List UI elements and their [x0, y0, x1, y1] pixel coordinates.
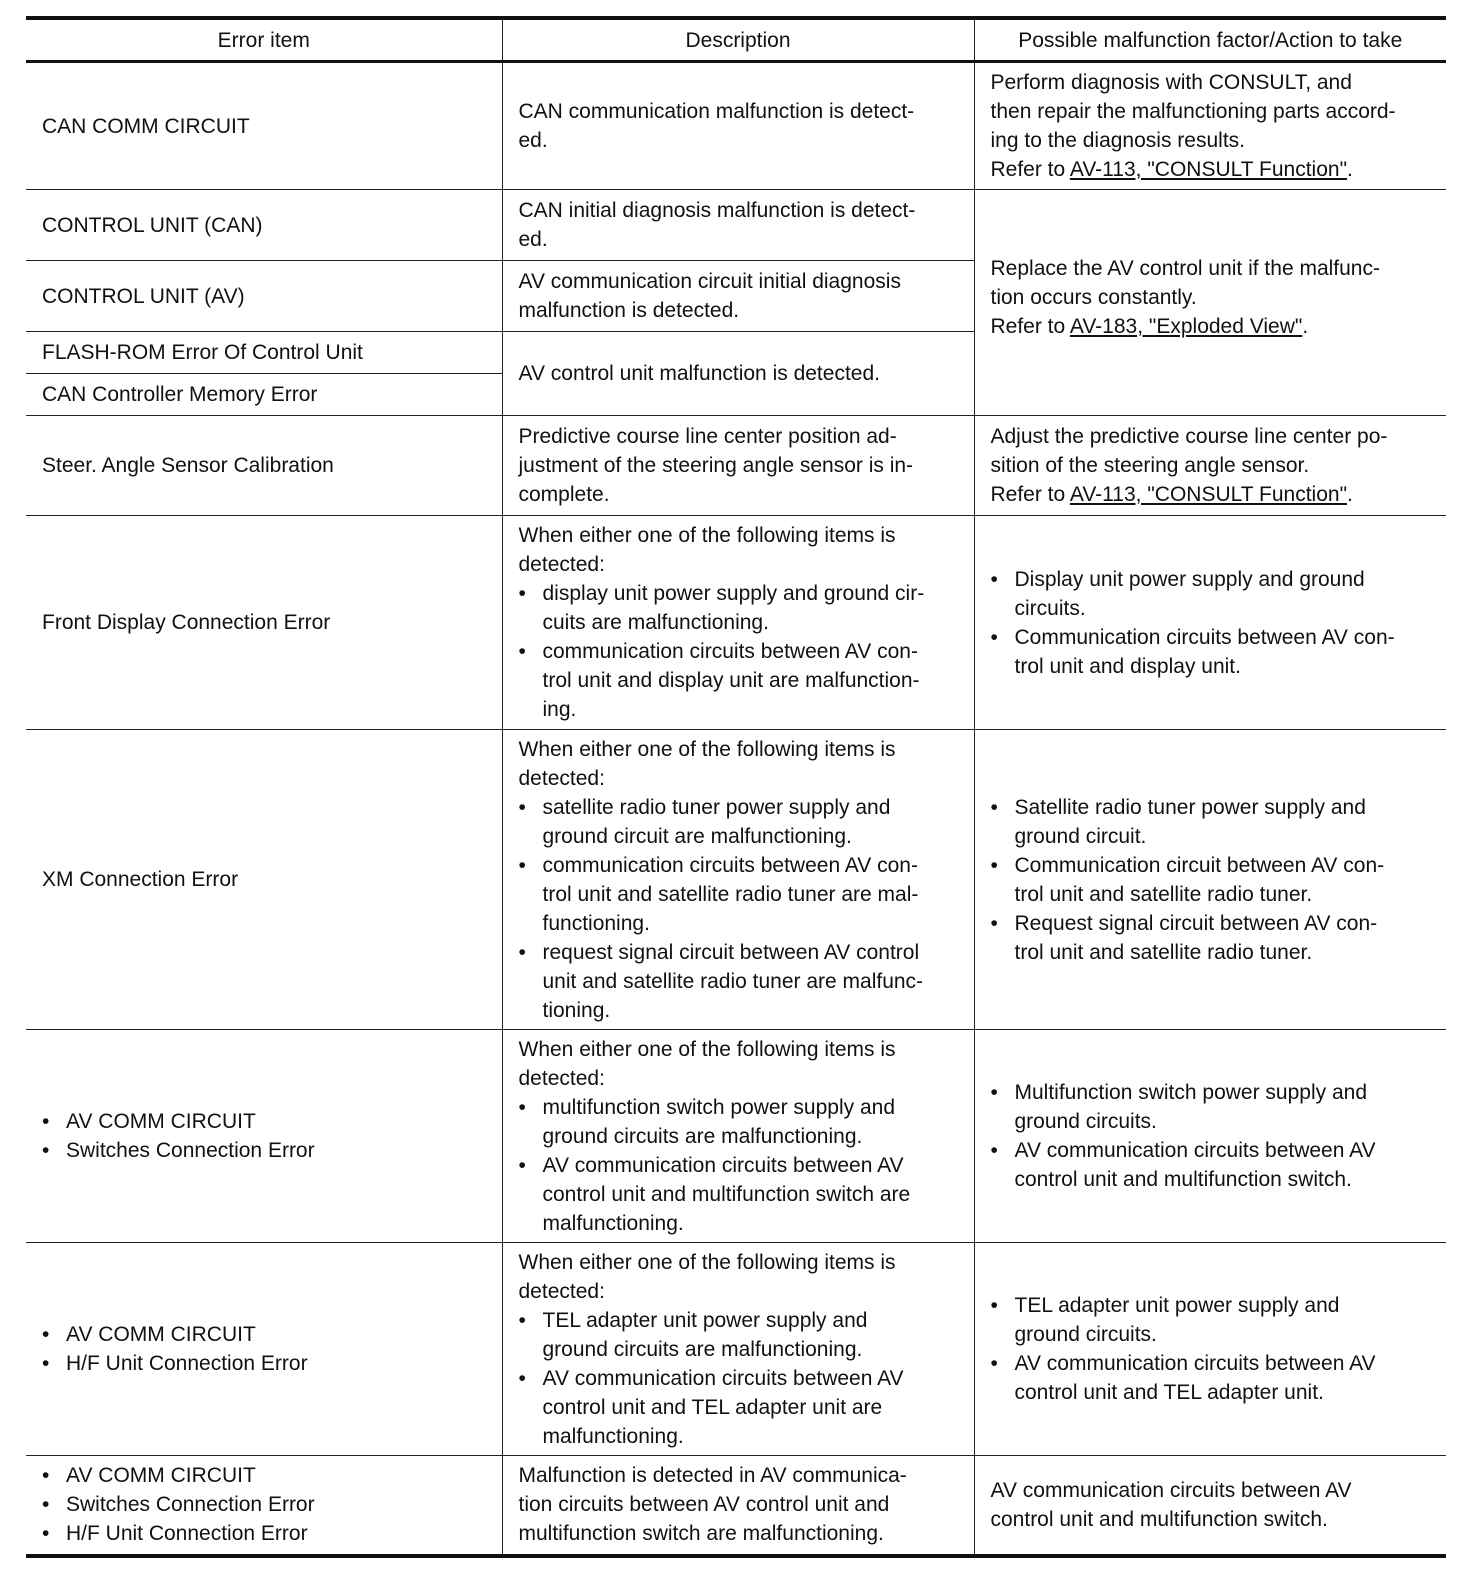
description-line: justment of the steering angle sensor is in-	[518, 454, 914, 477]
description-line: When either one of the following items is	[518, 524, 896, 547]
description-line: ed.	[518, 129, 548, 152]
description-line: When either one of the following items is	[518, 1250, 896, 1274]
description-cell	[502, 1243, 974, 1456]
refer-line	[991, 312, 1437, 341]
description-cell	[502, 516, 974, 730]
refer-line	[991, 155, 1437, 184]
action-line: tion occurs constantly.	[990, 286, 1197, 309]
action-cell	[974, 416, 1446, 516]
error-item-cell	[26, 730, 502, 1030]
error-item-cell	[26, 261, 502, 332]
description-line: ed.	[518, 228, 548, 251]
action-bullet: • Satellite radio tuner power supply and ground circuit.	[991, 793, 1437, 851]
exploded-view-link[interactable]: AV-183, "Exploded View"	[1069, 315, 1303, 338]
error-item-table	[26, 16, 1446, 1558]
description-bullet: • AV communication circuits between AV control unit and multifunction switch are malfunctioning.	[519, 1151, 964, 1238]
table-row	[26, 190, 1446, 261]
description-cell	[502, 416, 974, 516]
action-bullet: • Communication circuit between AV con- trol unit and satellite radio tuner.	[991, 851, 1437, 909]
error-item-cell	[26, 1030, 502, 1243]
error-item-text: Steer. Angle Sensor Calibration	[42, 454, 334, 477]
error-item-text: Front Display Connection Error	[42, 611, 331, 634]
action-line: Replace the AV control unit if the malfunc-	[990, 257, 1380, 280]
description-bullet: • TEL adapter unit power supply and ground circuits are malfunctioning.	[519, 1306, 964, 1364]
action-bullet: • AV communication circuits between AV control unit and multifunction switch.	[991, 1136, 1437, 1194]
refer-prefix: Refer to	[990, 158, 1070, 181]
description-cell	[502, 62, 974, 190]
error-item-cell	[26, 332, 502, 374]
error-item-text: CAN Controller Memory Error	[42, 383, 318, 406]
description-line: detected:	[518, 553, 605, 576]
error-item-bullet: • Switches Connection Error	[42, 1136, 492, 1165]
refer-suffix: .	[1347, 158, 1353, 181]
action-line: Adjust the predictive course line center po-	[990, 425, 1388, 448]
action-cell	[974, 516, 1446, 730]
table-row	[26, 1243, 1446, 1456]
action-cell	[974, 1243, 1446, 1456]
description-line: Malfunction is detected in AV communica-	[518, 1464, 907, 1488]
error-item-cell	[26, 1456, 502, 1556]
error-item-bullet: • AV COMM CIRCUIT	[42, 1461, 492, 1490]
description-line: tion circuits between AV control unit and	[518, 1493, 890, 1517]
action-cell	[974, 730, 1446, 1030]
error-item-bullet: • Switches Connection Error	[42, 1490, 492, 1519]
error-item-bullet: • AV COMM CIRCUIT	[42, 1107, 492, 1136]
description-bullet: • satellite radio tuner power supply and ground circuit are malfunctioning.	[519, 793, 964, 851]
description-line: detected:	[518, 1066, 605, 1090]
refer-prefix: Refer to	[990, 315, 1070, 338]
description-line: detected:	[518, 1279, 605, 1303]
table-row	[26, 1030, 1446, 1243]
consult-function-link[interactable]: AV-113, "CONSULT Function"	[1069, 158, 1348, 181]
header-error-item: Error item	[26, 18, 502, 62]
refer-prefix: Refer to	[990, 483, 1070, 506]
error-item-bullet: • H/F Unit Connection Error	[42, 1519, 492, 1548]
error-item-cell	[26, 62, 502, 190]
table-header-row	[26, 18, 1446, 62]
description-line: malfunction is detected.	[518, 299, 740, 322]
description-line: CAN communication malfunction is detect-	[518, 100, 915, 123]
refer-line	[991, 480, 1437, 509]
description-cell	[502, 332, 974, 416]
action-bullet: • TEL adapter unit power supply and ground circuits.	[991, 1291, 1437, 1349]
error-item-cell	[26, 190, 502, 261]
description-bullet: • display unit power supply and ground cir- cuits are malfunctioning.	[519, 579, 964, 637]
action-bullet: • Multifunction switch power supply and ground circuits.	[991, 1078, 1437, 1136]
error-item-text: XM Connection Error	[42, 868, 239, 891]
description-bullet: • request signal circuit between AV control unit and satellite radio tuner are malfunc- tioning.	[519, 938, 964, 1025]
error-item-bullet: • AV COMM CIRCUIT	[42, 1320, 492, 1349]
error-item-cell	[26, 374, 502, 416]
action-cell	[974, 1030, 1446, 1243]
description-line: AV control unit malfunction is detected.	[518, 362, 880, 385]
action-bullet: • Communication circuits between AV con- trol unit and display unit.	[991, 623, 1437, 681]
description-cell	[502, 261, 974, 332]
action-line: then repair the malfunctioning parts accord-	[990, 100, 1396, 123]
table-row	[26, 416, 1446, 516]
action-bullet: • AV communication circuits between AV control unit and TEL adapter unit.	[991, 1349, 1437, 1407]
description-cell	[502, 1456, 974, 1556]
description-bullet: • communication circuits between AV con- trol unit and satellite radio tuner are mal- functioning.	[519, 851, 964, 938]
description-line: When either one of the following items is	[518, 1037, 896, 1061]
description-bullet: • AV communication circuits between AV control unit and TEL adapter unit are malfunctioning.	[519, 1364, 964, 1451]
error-item-text: CONTROL UNIT (AV)	[42, 284, 245, 308]
header-description: Description	[502, 18, 974, 62]
description-cell	[502, 1030, 974, 1243]
action-line: Perform diagnosis with CONSULT, and	[990, 71, 1352, 94]
error-item-text: CONTROL UNIT (CAN)	[42, 213, 263, 237]
table-row	[26, 730, 1446, 1030]
description-line: When either one of the following items is	[518, 737, 896, 761]
action-cell	[974, 1456, 1446, 1556]
header-action: Possible malfunction factor/Action to take	[974, 18, 1446, 62]
error-item-cell	[26, 416, 502, 516]
description-line: multifunction switch are malfunctioning.	[518, 1522, 884, 1546]
description-line: detected:	[518, 766, 605, 790]
refer-suffix: .	[1347, 483, 1353, 506]
action-line: control unit and multifunction switch.	[990, 1507, 1328, 1531]
description-line: Predictive course line center position ad-	[518, 425, 897, 448]
action-cell	[974, 190, 1446, 416]
error-item-text: CAN COMM CIRCUIT	[42, 114, 250, 138]
description-bullet: • communication circuits between AV con- trol unit and display unit are malfunction- ing.	[519, 637, 964, 724]
description-line: CAN initial diagnosis malfunction is detect-	[518, 199, 916, 222]
error-item-cell	[26, 1243, 502, 1456]
action-line: sition of the steering angle sensor.	[990, 454, 1310, 477]
error-item-bullet: • H/F Unit Connection Error	[42, 1349, 492, 1378]
description-line: AV communication circuit initial diagnosis	[518, 270, 901, 293]
error-item-text: FLASH-ROM Error Of Control Unit	[42, 341, 363, 364]
action-line: ing to the diagnosis results.	[990, 129, 1245, 152]
consult-function-link[interactable]: AV-113, "CONSULT Function"	[1069, 483, 1348, 506]
description-cell	[502, 730, 974, 1030]
table-row	[26, 1456, 1446, 1556]
table-row	[26, 62, 1446, 190]
action-bullet: • Display unit power supply and ground circuits.	[991, 565, 1437, 623]
description-cell	[502, 190, 974, 261]
error-item-cell	[26, 516, 502, 730]
action-line: AV communication circuits between AV	[990, 1478, 1352, 1502]
refer-suffix: .	[1302, 315, 1309, 338]
action-bullet: • Request signal circuit between AV con- trol unit and satellite radio tuner.	[991, 909, 1437, 967]
action-cell	[974, 62, 1446, 190]
description-line: complete.	[518, 483, 610, 506]
description-bullet: • multifunction switch power supply and ground circuits are malfunctioning.	[519, 1093, 964, 1151]
table-row	[26, 516, 1446, 730]
